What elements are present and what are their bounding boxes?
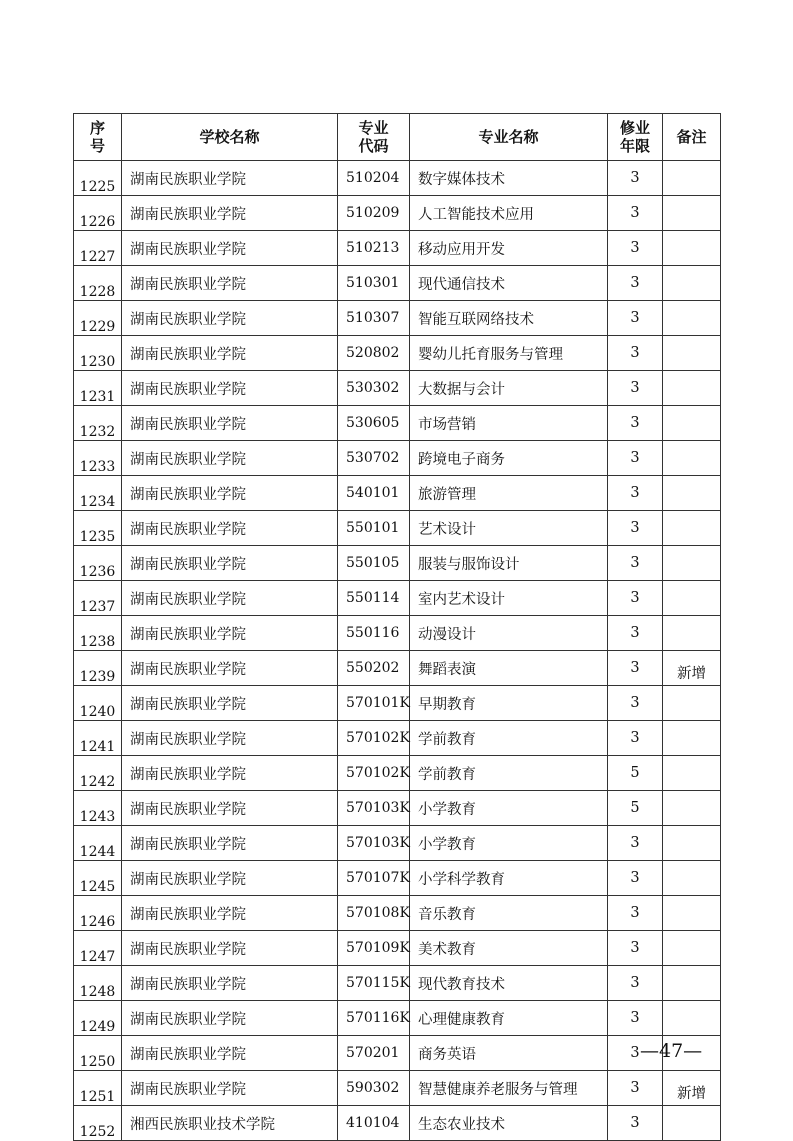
cell-major: 现代通信技术 xyxy=(410,266,608,301)
cell-note xyxy=(663,931,721,966)
cell-school: 湖南民族职业学院 xyxy=(122,196,338,231)
cell-school: 湘西民族职业技术学院 xyxy=(122,1106,338,1141)
cell-seq: 1247 xyxy=(74,931,122,966)
cell-seq: 1240 xyxy=(74,686,122,721)
cell-major: 心理健康教育 xyxy=(410,1001,608,1036)
cell-school: 湖南民族职业学院 xyxy=(122,686,338,721)
cell-seq: 1243 xyxy=(74,791,122,826)
cell-major: 大数据与会计 xyxy=(410,371,608,406)
cell-code: 510307 xyxy=(338,301,410,336)
cell-note xyxy=(663,966,721,1001)
table-row xyxy=(74,196,721,231)
cell-major: 人工智能技术应用 xyxy=(410,196,608,231)
header-note: 备注 xyxy=(663,114,721,161)
cell-years: 3 xyxy=(608,931,663,966)
cell-seq: 1249 xyxy=(74,1001,122,1036)
cell-school: 湖南民族职业学院 xyxy=(122,371,338,406)
cell-code: 510301 xyxy=(338,266,410,301)
cell-years: 3 xyxy=(608,546,663,581)
table-row xyxy=(74,791,721,826)
cell-school: 湖南民族职业学院 xyxy=(122,266,338,301)
cell-major: 智能互联网络技术 xyxy=(410,301,608,336)
table-row xyxy=(74,826,721,861)
cell-note xyxy=(663,1001,721,1036)
table-row xyxy=(74,1036,721,1071)
cell-code: 410104 xyxy=(338,1106,410,1141)
cell-code: 550105 xyxy=(338,546,410,581)
table-row xyxy=(74,686,721,721)
cell-code: 550101 xyxy=(338,511,410,546)
cell-school: 湖南民族职业学院 xyxy=(122,1036,338,1071)
cell-school: 湖南民族职业学院 xyxy=(122,511,338,546)
cell-note xyxy=(663,301,721,336)
table-row xyxy=(74,336,721,371)
cell-major: 旅游管理 xyxy=(410,476,608,511)
cell-years: 3 xyxy=(608,231,663,266)
cell-seq: 1244 xyxy=(74,826,122,861)
cell-school: 湖南民族职业学院 xyxy=(122,896,338,931)
header-years: 修业年限 xyxy=(608,114,663,161)
cell-note xyxy=(663,616,721,651)
cell-school: 湖南民族职业学院 xyxy=(122,756,338,791)
cell-school: 湖南民族职业学院 xyxy=(122,966,338,1001)
cell-major: 跨境电子商务 xyxy=(410,441,608,476)
cell-seq: 1229 xyxy=(74,301,122,336)
cell-seq: 1236 xyxy=(74,546,122,581)
table-row xyxy=(74,721,721,756)
cell-years: 3 xyxy=(608,1106,663,1141)
cell-major: 移动应用开发 xyxy=(410,231,608,266)
cell-seq: 1228 xyxy=(74,266,122,301)
table-row xyxy=(74,651,721,686)
cell-code: 510204 xyxy=(338,161,410,196)
cell-seq: 1227 xyxy=(74,231,122,266)
cell-note xyxy=(663,371,721,406)
cell-seq: 1232 xyxy=(74,406,122,441)
cell-major: 智慧健康养老服务与管理 xyxy=(410,1071,608,1106)
cell-code: 540101 xyxy=(338,476,410,511)
cell-note xyxy=(663,896,721,931)
cell-seq: 1234 xyxy=(74,476,122,511)
cell-code: 590302 xyxy=(338,1071,410,1106)
cell-school: 湖南民族职业学院 xyxy=(122,616,338,651)
cell-note xyxy=(663,826,721,861)
cell-school: 湖南民族职业学院 xyxy=(122,651,338,686)
cell-seq: 1225 xyxy=(74,161,122,196)
cell-years: 3 xyxy=(608,371,663,406)
cell-seq: 1235 xyxy=(74,511,122,546)
cell-major: 早期教育 xyxy=(410,686,608,721)
cell-major: 学前教育 xyxy=(410,756,608,791)
cell-years: 3 xyxy=(608,896,663,931)
table-row xyxy=(74,406,721,441)
cell-major: 现代教育技术 xyxy=(410,966,608,1001)
cell-school: 湖南民族职业学院 xyxy=(122,791,338,826)
cell-note xyxy=(663,1106,721,1141)
cell-note xyxy=(663,756,721,791)
cell-school: 湖南民族职业学院 xyxy=(122,301,338,336)
cell-years: 3 xyxy=(608,441,663,476)
table-row xyxy=(74,896,721,931)
cell-seq: 1233 xyxy=(74,441,122,476)
cell-school: 湖南民族职业学院 xyxy=(122,336,338,371)
cell-note xyxy=(663,406,721,441)
cell-code: 570116K xyxy=(338,1001,410,1036)
table-row xyxy=(74,1001,721,1036)
table-row xyxy=(74,756,721,791)
cell-seq: 1230 xyxy=(74,336,122,371)
cell-note xyxy=(663,791,721,826)
cell-school: 湖南民族职业学院 xyxy=(122,581,338,616)
cell-major: 小学科学教育 xyxy=(410,861,608,896)
table-row xyxy=(74,931,721,966)
cell-school: 湖南民族职业学院 xyxy=(122,1071,338,1106)
cell-years: 3 xyxy=(608,861,663,896)
cell-school: 湖南民族职业学院 xyxy=(122,231,338,266)
header-major: 专业名称 xyxy=(410,114,608,161)
cell-note xyxy=(663,161,721,196)
cell-school: 湖南民族职业学院 xyxy=(122,826,338,861)
cell-years: 3 xyxy=(608,196,663,231)
cell-code: 570103K xyxy=(338,826,410,861)
cell-school: 湖南民族职业学院 xyxy=(122,546,338,581)
cell-years: 3 xyxy=(608,581,663,616)
cell-years: 5 xyxy=(608,791,663,826)
cell-note xyxy=(663,686,721,721)
cell-years: 3 xyxy=(608,301,663,336)
cell-major: 室内艺术设计 xyxy=(410,581,608,616)
cell-major: 数字媒体技术 xyxy=(410,161,608,196)
cell-school: 湖南民族职业学院 xyxy=(122,931,338,966)
cell-years: 5 xyxy=(608,756,663,791)
table-row xyxy=(74,546,721,581)
cell-code: 550202 xyxy=(338,651,410,686)
cell-note xyxy=(663,196,721,231)
cell-note xyxy=(663,861,721,896)
cell-major: 舞蹈表演 xyxy=(410,651,608,686)
cell-years: 3 xyxy=(608,511,663,546)
specialty-table xyxy=(73,113,721,1141)
cell-note xyxy=(663,266,721,301)
cell-school: 湖南民族职业学院 xyxy=(122,161,338,196)
cell-school: 湖南民族职业学院 xyxy=(122,441,338,476)
table-row xyxy=(74,1106,721,1141)
cell-code: 570201 xyxy=(338,1036,410,1071)
cell-years: 3 xyxy=(608,616,663,651)
cell-code: 510213 xyxy=(338,231,410,266)
cell-seq: 1226 xyxy=(74,196,122,231)
cell-major: 市场营销 xyxy=(410,406,608,441)
cell-years: 3 xyxy=(608,721,663,756)
table-row xyxy=(74,301,721,336)
table-row xyxy=(74,861,721,896)
cell-seq: 1248 xyxy=(74,966,122,1001)
table-row xyxy=(74,371,721,406)
cell-seq: 1239 xyxy=(74,651,122,686)
cell-code: 570109K xyxy=(338,931,410,966)
cell-major: 商务英语 xyxy=(410,1036,608,1071)
table-header-row xyxy=(74,114,721,161)
cell-note xyxy=(663,721,721,756)
cell-code: 530702 xyxy=(338,441,410,476)
cell-major: 音乐教育 xyxy=(410,896,608,931)
cell-code: 570102K xyxy=(338,721,410,756)
cell-seq: 1242 xyxy=(74,756,122,791)
cell-code: 570115K xyxy=(338,966,410,1001)
cell-years: 3 xyxy=(608,1071,663,1106)
cell-note xyxy=(663,546,721,581)
cell-years: 3 xyxy=(608,266,663,301)
cell-school: 湖南民族职业学院 xyxy=(122,721,338,756)
table-row xyxy=(74,1071,721,1106)
cell-note xyxy=(663,581,721,616)
cell-seq: 1251 xyxy=(74,1071,122,1106)
table-row xyxy=(74,966,721,1001)
cell-major: 学前教育 xyxy=(410,721,608,756)
table-row xyxy=(74,441,721,476)
cell-code: 530302 xyxy=(338,371,410,406)
cell-years: 3 xyxy=(608,161,663,196)
cell-code: 530605 xyxy=(338,406,410,441)
cell-years: 3 xyxy=(608,476,663,511)
cell-major: 小学教育 xyxy=(410,791,608,826)
table-row xyxy=(74,231,721,266)
cell-seq: 1241 xyxy=(74,721,122,756)
cell-years: 3 xyxy=(608,826,663,861)
cell-code: 570102K xyxy=(338,756,410,791)
table-row xyxy=(74,581,721,616)
cell-school: 湖南民族职业学院 xyxy=(122,1001,338,1036)
cell-code: 550116 xyxy=(338,616,410,651)
cell-seq: 1238 xyxy=(74,616,122,651)
cell-years: 3 xyxy=(608,1036,663,1071)
page-number: —47— xyxy=(640,1040,703,1062)
cell-school: 湖南民族职业学院 xyxy=(122,861,338,896)
cell-school: 湖南民族职业学院 xyxy=(122,406,338,441)
cell-seq: 1245 xyxy=(74,861,122,896)
cell-major: 美术教育 xyxy=(410,931,608,966)
cell-note xyxy=(663,441,721,476)
cell-note xyxy=(663,231,721,266)
cell-note xyxy=(663,476,721,511)
table-row xyxy=(74,161,721,196)
cell-note xyxy=(663,511,721,546)
cell-note xyxy=(663,336,721,371)
cell-code: 570108K xyxy=(338,896,410,931)
table-row xyxy=(74,511,721,546)
table-row xyxy=(74,476,721,511)
cell-major: 生态农业技术 xyxy=(410,1106,608,1141)
cell-major: 动漫设计 xyxy=(410,616,608,651)
cell-seq: 1231 xyxy=(74,371,122,406)
cell-major: 小学教育 xyxy=(410,826,608,861)
cell-school: 湖南民族职业学院 xyxy=(122,476,338,511)
table-row xyxy=(74,266,721,301)
cell-years: 3 xyxy=(608,966,663,1001)
header-school: 学校名称 xyxy=(122,114,338,161)
cell-code: 510209 xyxy=(338,196,410,231)
cell-years: 3 xyxy=(608,651,663,686)
cell-seq: 1252 xyxy=(74,1106,122,1141)
cell-code: 570101K xyxy=(338,686,410,721)
cell-years: 3 xyxy=(608,406,663,441)
cell-code: 550114 xyxy=(338,581,410,616)
cell-years: 3 xyxy=(608,336,663,371)
cell-major: 艺术设计 xyxy=(410,511,608,546)
table-body xyxy=(74,161,721,1141)
table-row xyxy=(74,616,721,651)
header-seq: 序号 xyxy=(74,114,122,161)
cell-code: 570107K xyxy=(338,861,410,896)
cell-years: 3 xyxy=(608,686,663,721)
cell-seq: 1237 xyxy=(74,581,122,616)
cell-seq: 1250 xyxy=(74,1036,122,1071)
cell-code: 570103K xyxy=(338,791,410,826)
cell-note: 新增 xyxy=(663,1071,721,1106)
cell-years: 3 xyxy=(608,1001,663,1036)
cell-note: 新增 xyxy=(663,651,721,686)
cell-seq: 1246 xyxy=(74,896,122,931)
cell-code: 520802 xyxy=(338,336,410,371)
header-code: 专业代码 xyxy=(338,114,410,161)
cell-major: 服装与服饰设计 xyxy=(410,546,608,581)
cell-major: 婴幼儿托育服务与管理 xyxy=(410,336,608,371)
